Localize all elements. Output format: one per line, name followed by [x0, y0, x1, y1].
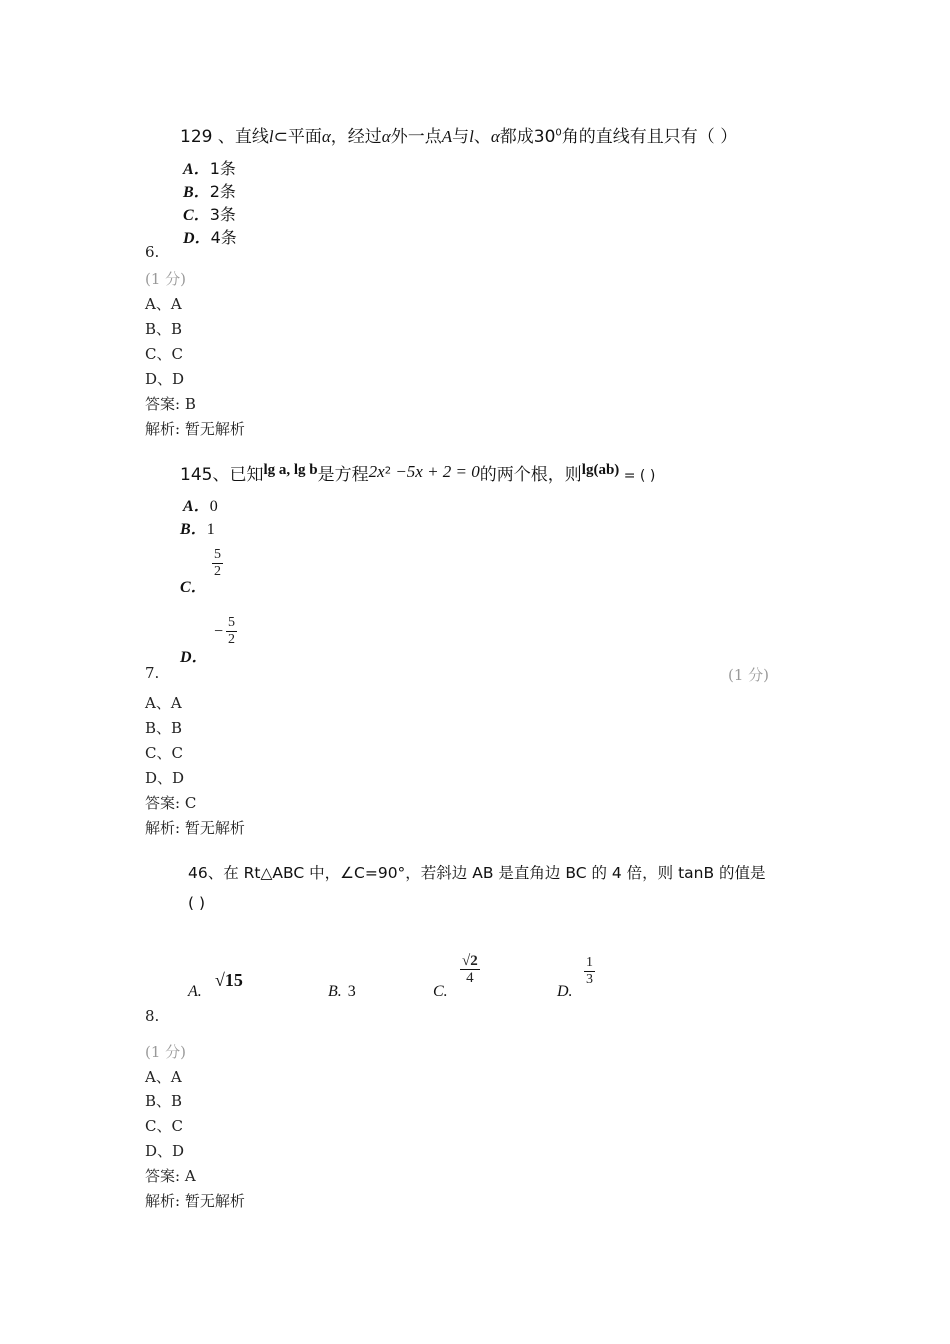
question-score: (1 分)	[728, 666, 770, 684]
question-7-option-d: D．	[180, 649, 208, 666]
choice-a[interactable]: A、A	[145, 694, 182, 712]
question-7-option-d-fraction: $\frac{5}{2}$	[228, 615, 235, 647]
answer: 答案: B	[145, 395, 196, 413]
choice-b[interactable]: B、B	[145, 719, 183, 737]
question-7-option-c: C．	[180, 579, 207, 596]
question-8-option-a-value: √15	[215, 970, 243, 990]
question-6-option-a: A．1条	[183, 159, 236, 178]
question-number: 7.	[145, 664, 160, 682]
question-7-option-d-sign: −	[214, 623, 224, 640]
question-8-option-c: C.	[433, 983, 448, 1000]
choice-b[interactable]: B、B	[145, 320, 183, 338]
analysis: 解析: 暂无解析	[145, 420, 245, 438]
question-number: 6.	[145, 243, 160, 261]
question-8-option-d: D.	[557, 983, 573, 1000]
question-8-option-a: A.	[188, 983, 202, 1000]
choice-c[interactable]: C、C	[145, 345, 183, 363]
analysis: 解析: 暂无解析	[145, 1192, 245, 1210]
question-6-option-c: C．3条	[183, 205, 236, 224]
question-8-stem-paren: ( )	[188, 894, 206, 912]
choice-c[interactable]: C、C	[145, 1117, 183, 1135]
question-8-option-b: B. 3	[328, 983, 356, 1000]
choice-a[interactable]: A、A	[145, 295, 182, 313]
question-6-stem: 129 、直线l⊂平面α，经过α外一点A与l、α都成$30^0$角的直线有且只有（ ）	[180, 127, 738, 147]
choice-c[interactable]: C、C	[145, 744, 183, 762]
answer: 答案: A	[145, 1167, 196, 1185]
choice-d[interactable]: D、D	[145, 1142, 185, 1160]
question-7-option-c-fraction: $\frac{5}{2}$	[214, 547, 221, 579]
question-score: (1 分)	[145, 270, 187, 288]
question-score: (1 分)	[145, 1043, 187, 1061]
answer: 答案: C	[145, 794, 197, 812]
question-7-option-a: A．0	[183, 498, 218, 515]
question-6-option-b: B．2条	[183, 182, 236, 201]
question-7-option-b: B．1	[180, 521, 215, 538]
choice-d[interactable]: D、D	[145, 769, 185, 787]
question-8-stem: 46、在 Rt△ABC 中，∠C=90°，若斜边 AB 是直角边 BC 的 4 倍，则 tanB 的值是	[188, 864, 766, 882]
choice-a[interactable]: A、A	[145, 1068, 182, 1086]
question-8-option-c-fraction: $\frac{√2}{4}$	[462, 953, 478, 986]
question-6-option-d: D．4条	[183, 228, 237, 247]
choice-d[interactable]: D、D	[145, 370, 185, 388]
question-8-option-d-fraction: $\frac{1}{3}$	[586, 955, 593, 987]
question-number: 8.	[145, 1007, 160, 1025]
choice-b[interactable]: B、B	[145, 1092, 183, 1110]
question-7-stem: 145、已知lg a, lg b是方程$2x^2 -5x + 2 = 0$的两个根，则lg(ab) = ( )	[180, 462, 656, 485]
analysis: 解析: 暂无解析	[145, 819, 245, 837]
